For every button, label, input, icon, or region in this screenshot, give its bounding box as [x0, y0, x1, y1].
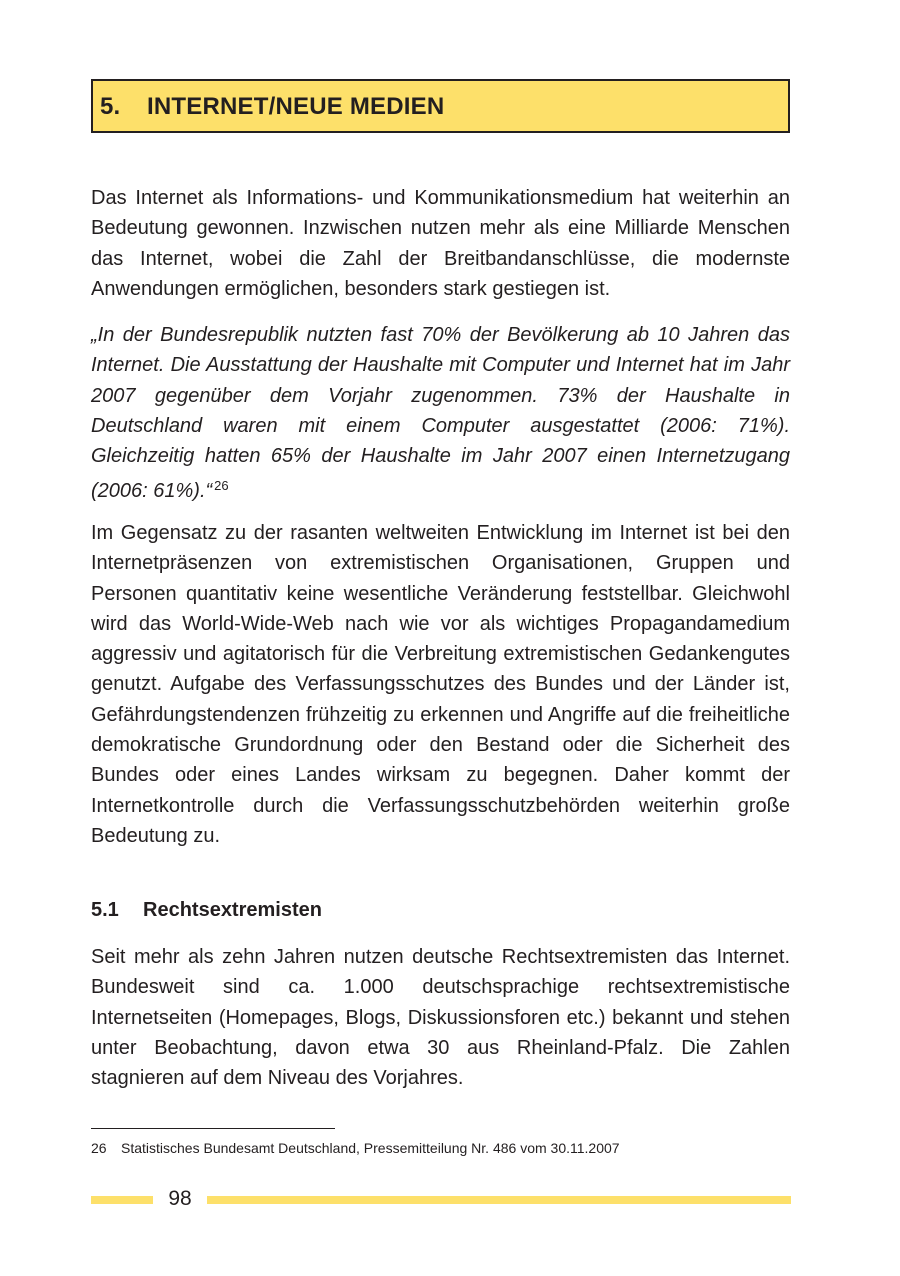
page-number: 98 — [168, 1187, 192, 1210]
section-number: 5.1 — [91, 899, 119, 921]
footnote-reference: 26 — [214, 478, 229, 494]
extremism-paragraph: Im Gegensatz zu der rasanten weltweiten Entwicklung im Internet ist bei den Internetpräsenzen von extremistischen Organisationen, Gruppen und Personen quantitativ keine wesentliche Veränderung feststellbar. Gleichwohl wird das World-Wide-Web nach wie vor als wichtiges Propagandamedium aggressiv und agitatorisch für die Verbreitung extremistischen Gedankengutes genutzt. Aufgabe des Verfassungsschutzes des Bundes und der Länder ist, Gefährdungstendenzen frühzeitig zu erkennen und Angriffe auf die freiheitliche demokratische Grundordnung oder den Bestand oder die Sicherheit des Bundes oder eines Landes wirksam zu begegnen. Daher kommt der Internetkontrolle durch die Verfassungsschutzbehörden weiterhin große Bedeutung zu. — [91, 522, 790, 847]
footer-bar-right — [207, 1196, 791, 1204]
intro-paragraph: Das Internet als Informations- und Kommunikationsmedium hat weiterhin an Bedeutung gewonnen. Inzwischen nutzen mehr als eine Milliarde Menschen das Internet, wobei die Zahl der Breitbandanschlüsse, die modernste Anwendungen ermöglichen, besonders stark gestiegen ist. — [91, 187, 790, 300]
section-paragraph: Seit mehr als zehn Jahren nutzen deutsche Rechtsextremisten das Internet. Bundesweit sind ca. 1.000 deutschsprachige rechtsextremistische Internetseiten (Homepages, Blogs, Diskussionsforen etc.) bekannt und stehen unter Beobachtung, davon etwa 30 aus Rheinland-Pfalz. Die Zahlen stagnieren auf dem Niveau des Vorjahres. — [91, 946, 790, 1090]
footnote-text: Statistisches Bundesamt Deutschland, Pressemitteilung Nr. 486 vom 30.11.2007 — [121, 1140, 620, 1156]
chapter-title: INTERNET/NEUE MEDIEN — [147, 93, 445, 120]
footer-bar-left — [91, 1196, 153, 1204]
quote-text: „In der Bundesrepublik nutzten fast 70% der Bevölkerung ab 10 Jahren das Internet. Die Ausstattung der Haushalte mit Computer und Internet hat im Jahr 2007 gegenüber dem Vorjahr zugenommen. 73% der Haushalte in Deutschland waren mit einem Computer ausgestattet (2006: 71%). Gleichzeitig hatten 65% der Haushalte im Jahr 2007 einen Internetzugang (2006: 61%).“ — [91, 324, 790, 503]
footnote — [91, 1140, 620, 1156]
footnote-divider — [91, 1128, 335, 1129]
chapter-heading-box — [91, 79, 790, 133]
chapter-number: 5. — [100, 93, 121, 120]
section-title: Rechtsextremisten — [143, 899, 322, 921]
footnote-number: 26 — [91, 1140, 107, 1156]
quote-paragraph — [91, 320, 790, 507]
